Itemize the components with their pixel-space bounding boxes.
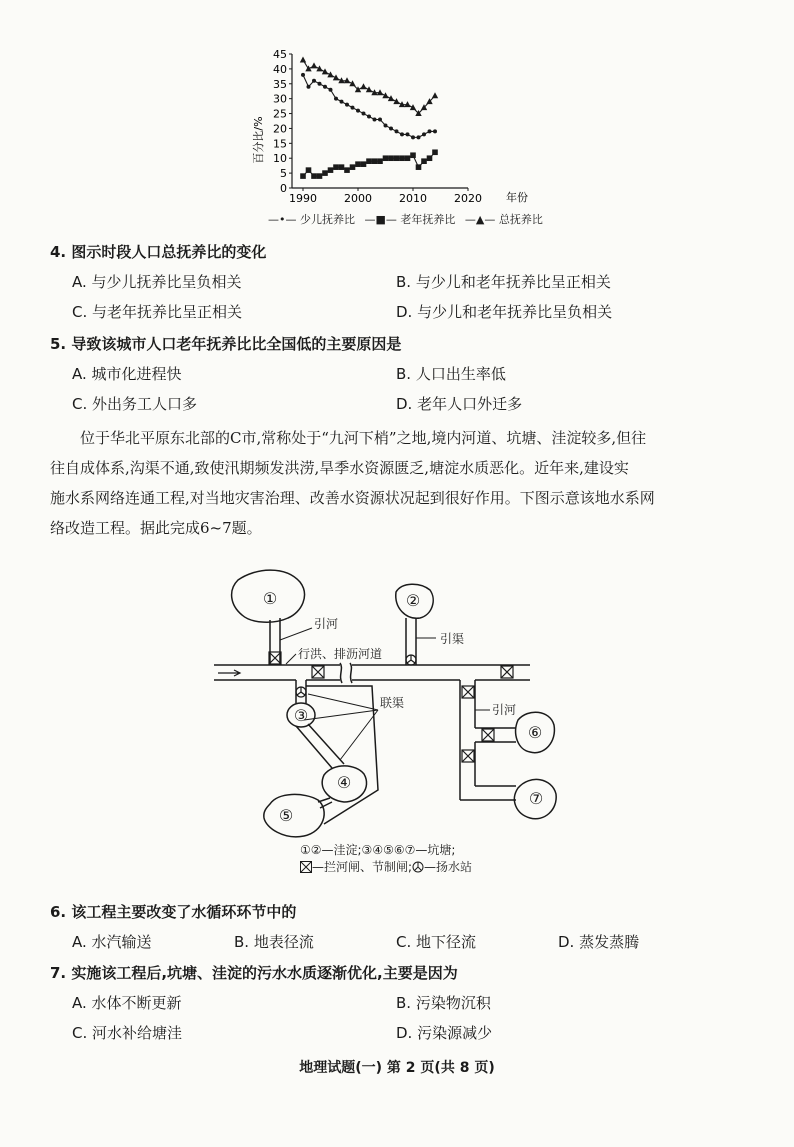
q5-option-a[interactable]: A. 城市化进程快	[72, 365, 182, 383]
elderly-ratio-point	[432, 149, 438, 155]
legend-total-ratio: 总抚养比	[498, 213, 543, 226]
label-xinghong: 行洪、排沥河道	[298, 647, 383, 661]
q5-option-b[interactable]: B. 人口出生率低	[396, 365, 506, 383]
child-ratio-point	[323, 85, 327, 89]
elderly-ratio-point	[300, 173, 306, 179]
child-ratio-point	[340, 100, 344, 104]
q6-option-a[interactable]: A. 水汽输送	[72, 933, 152, 951]
legend-marker-square: —■—	[364, 213, 397, 226]
gate-river-mid	[312, 666, 324, 678]
gate-left-yinhe	[269, 652, 281, 664]
elderly-ratio-point	[328, 167, 334, 173]
pond-7-label: ⑦	[528, 789, 544, 808]
x-tick-label: 1990	[289, 192, 317, 205]
x-tick-label: 2000	[344, 192, 372, 205]
gate-pond6	[482, 729, 494, 741]
total-ratio-point	[388, 95, 394, 101]
child-ratio-point	[307, 85, 311, 89]
child-ratio-point	[411, 135, 415, 139]
question-6-stem: 6. 该工程主要改变了水循环环节中的	[50, 903, 297, 921]
legend-marker-triangle: —▲—	[464, 213, 496, 226]
y-tick-label: 40	[273, 62, 287, 76]
total-ratio-point	[410, 104, 416, 110]
total-ratio-point	[366, 86, 372, 92]
gate-right-branch-top	[462, 686, 474, 698]
child-ratio-point	[428, 129, 432, 133]
diagram-legend-line-2	[300, 858, 472, 875]
child-ratio-point	[301, 73, 305, 77]
total-ratio-point	[349, 80, 355, 86]
y-tick-label: 15	[273, 137, 287, 151]
dependency-ratio-chart	[240, 40, 530, 215]
elderly-ratio-point	[394, 155, 400, 161]
q7-option-b[interactable]: B. 污染物沉积	[396, 994, 491, 1012]
gate-right-branch-mid	[462, 750, 474, 762]
total-ratio-point	[382, 92, 388, 98]
child-ratio-point	[384, 123, 388, 127]
q6-option-c[interactable]: C. 地下径流	[396, 933, 477, 951]
pond-5-shape	[264, 794, 324, 836]
total-ratio-point	[327, 71, 333, 77]
x-axis-label: 年份	[506, 191, 528, 204]
child-ratio-point	[389, 126, 393, 130]
elderly-ratio-point	[344, 167, 350, 173]
elderly-ratio-point	[399, 155, 405, 161]
child-ratio-point	[329, 88, 333, 92]
gate-legend-icon	[300, 861, 312, 873]
pond-3-label: ③	[293, 706, 309, 725]
legend-child-ratio: 少儿抚养比	[300, 213, 355, 226]
pump-station-yinqu	[406, 655, 416, 665]
elderly-ratio-point	[405, 155, 411, 161]
label-lianqu: 联渠	[380, 696, 405, 710]
child-ratio-point	[395, 129, 399, 133]
flow-arrow-icon	[218, 670, 240, 676]
y-tick-label: 5	[280, 167, 287, 181]
child-ratio-point	[356, 109, 360, 113]
total-ratio-point	[393, 98, 399, 104]
question-4-stem: 4. 图示时段人口总抚养比的变化	[50, 243, 267, 261]
elderly-ratio-point	[366, 158, 372, 164]
child-ratio-point	[345, 103, 349, 107]
y-tick-label: 10	[273, 152, 287, 166]
q5-option-d[interactable]: D. 老年人口外迁多	[396, 395, 523, 413]
chart-series	[300, 56, 438, 178]
y-tick-label: 35	[273, 77, 287, 91]
q7-option-a[interactable]: A. 水体不断更新	[72, 994, 182, 1012]
reading-passage	[50, 423, 755, 543]
pump-legend-text: —扬水站	[424, 860, 473, 874]
elderly-ratio-point	[388, 155, 394, 161]
child-ratio-point	[334, 97, 338, 101]
pond-6-label: ⑥	[527, 723, 543, 742]
passage-line-1: 位于华北平原东北部的C市,常称处于“九河下梢”之地,境内河道、坑塘、洼淀较多,但往	[80, 429, 647, 447]
legend-marker-circle: —•—	[268, 213, 297, 226]
child-ratio-point	[351, 106, 355, 110]
elderly-ratio-point	[372, 158, 378, 164]
elderly-ratio-point	[416, 164, 422, 170]
pump-station-lianqu	[296, 687, 306, 697]
elderly-ratio-point	[322, 170, 328, 176]
child-ratio-point	[312, 79, 316, 83]
legend-elderly-ratio: 老年抚养比	[400, 213, 456, 226]
child-ratio-point	[378, 118, 382, 122]
elderly-ratio-point	[350, 164, 356, 170]
gate-legend-text: —拦河闸、节制闸;	[312, 860, 413, 874]
child-ratio-point	[373, 118, 377, 122]
elderly-ratio-point	[317, 173, 323, 179]
label-yinhe-top: 引河	[314, 617, 339, 631]
gate-river-right	[501, 666, 513, 678]
child-ratio-point	[400, 132, 404, 136]
elderly-ratio-point	[427, 155, 433, 161]
y-tick-label: 30	[273, 92, 287, 106]
passage-line-3: 施水系网络连通工程,对当地灾害治理、改善水资源状况起到很好作用。下图示意该地水系网	[50, 489, 655, 507]
q5-option-c[interactable]: C. 外出务工人口多	[72, 395, 198, 413]
child-ratio-point	[318, 82, 322, 86]
elderly-ratio-point	[333, 164, 339, 170]
q4-option-a[interactable]: A. 与少儿抚养比呈负相关	[72, 273, 242, 291]
child-ratio-point	[406, 132, 410, 136]
total-ratio-point	[300, 56, 306, 62]
child-ratio-point	[367, 115, 371, 119]
elderly-ratio-point	[355, 161, 361, 167]
child-ratio-point	[433, 129, 437, 133]
passage-line-4: 络改造工程。据此完成6~7题。	[50, 519, 262, 537]
passage-line-2: 往自成体系,沟渠不通,致使汛期频发洪涝,旱季水资源匮乏,塘淀水质恶化。近年来,建设实	[50, 459, 629, 477]
total-ratio-point	[311, 62, 317, 68]
label-yinqu: 引渠	[440, 632, 465, 646]
series-line-1	[303, 75, 435, 138]
chart-axes	[273, 48, 482, 205]
q4-option-c[interactable]: C. 与老年抚养比呈正相关	[72, 303, 243, 321]
y-tick-label: 0	[280, 182, 287, 195]
elderly-ratio-point	[421, 158, 427, 164]
elderly-ratio-point	[377, 158, 383, 164]
diagram-legend-line-1: ①②—洼淀;③④⑤⑥⑦—坑塘;	[300, 843, 456, 857]
elderly-ratio-point	[311, 173, 317, 179]
q7-option-d[interactable]: D. 污染源减少	[396, 1024, 493, 1042]
question-7-stem: 7. 实施该工程后,坑塘、洼淀的污水水质逐渐优化,主要是因为	[50, 964, 458, 982]
pump-legend-icon	[412, 861, 424, 873]
elderly-ratio-point	[383, 155, 389, 161]
elderly-ratio-point	[339, 164, 345, 170]
total-ratio-point	[333, 74, 339, 80]
q4-option-b[interactable]: B. 与少儿和老年抚养比呈正相关	[396, 273, 611, 291]
total-ratio-point	[316, 65, 322, 71]
y-axis-label: 百分比/%	[252, 116, 265, 164]
chart-legend	[268, 211, 543, 227]
q6-option-b[interactable]: B. 地表径流	[234, 933, 314, 951]
elderly-ratio-point	[361, 161, 367, 167]
label-yinhe-right: 引河	[492, 703, 517, 717]
q6-option-d[interactable]: D. 蒸发蒸腾	[558, 933, 640, 951]
pond-2-label: ②	[405, 591, 421, 610]
q4-option-d[interactable]: D. 与少儿和老年抚养比呈负相关	[396, 303, 613, 321]
total-ratio-point	[360, 83, 366, 89]
total-ratio-point	[322, 68, 328, 74]
question-5-stem: 5. 导致该城市人口老年抚养比比全国低的主要原因是	[50, 335, 402, 353]
elderly-ratio-point	[306, 167, 312, 173]
pond-5-label: ⑤	[278, 806, 294, 825]
child-ratio-point	[362, 112, 366, 116]
y-tick-label: 45	[273, 48, 287, 61]
pond-1-label: ①	[262, 589, 278, 608]
page-footer: 地理试题(一) 第 2 页(共 8 页)	[299, 1060, 495, 1076]
x-tick-label: 2010	[399, 192, 427, 205]
total-ratio-point	[432, 92, 438, 98]
y-tick-label: 25	[273, 107, 287, 121]
y-tick-label: 20	[273, 122, 287, 136]
q7-option-c[interactable]: C. 河水补给塘洼	[72, 1024, 183, 1042]
child-ratio-point	[422, 132, 426, 136]
x-tick-label: 2020	[454, 192, 482, 205]
pond-4-label: ④	[336, 773, 352, 792]
elderly-ratio-point	[410, 152, 416, 158]
water-network-diagram	[200, 560, 570, 860]
child-ratio-point	[417, 135, 421, 139]
